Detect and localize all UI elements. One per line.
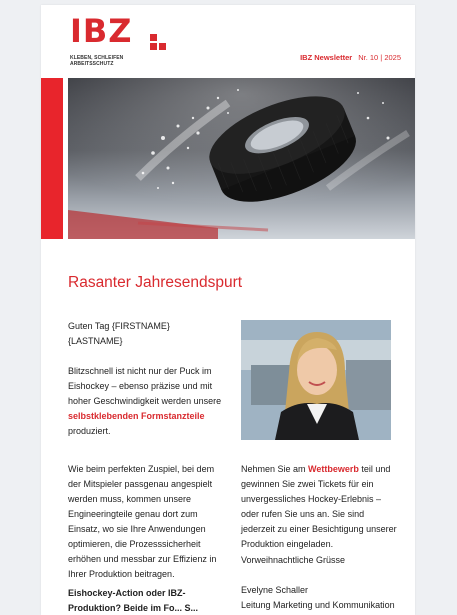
contest-paragraph <box>241 462 399 552</box>
newsletter-label: IBZ Newsletter <box>300 53 353 62</box>
intro-paragraph <box>68 364 226 439</box>
subheading <box>68 586 226 615</box>
issue-number: Nr. 10 | 2025 <box>358 53 401 62</box>
hero-accent-bar <box>41 78 63 239</box>
ibz-logo[interactable] <box>70 12 165 67</box>
article-headline: Rasanter Jahresendspurt <box>68 274 243 291</box>
logo-square <box>159 43 166 50</box>
contest-text: Nehmen Sie am <box>241 464 309 474</box>
person-photo <box>241 320 391 440</box>
subheading-line-2: Produktion? Beide im Fo... S... <box>68 603 199 613</box>
logo-square <box>150 34 157 41</box>
closing-greeting: Vorweihnachtliche Grüsse <box>241 555 346 565</box>
hockey-puck-illustration <box>68 78 415 239</box>
logo-tagline-line-1: KLEBEN, SCHLEIFEN <box>70 55 124 61</box>
logo-tagline <box>70 55 165 67</box>
logo-wordmark: IBZ <box>70 12 133 50</box>
intro-text-end: produziert. <box>68 426 111 436</box>
newsletter-issue-info <box>300 53 401 62</box>
hero-image <box>68 78 415 239</box>
contest-text-end: teil und gewinnen Sie zwei Tickets für ein unvergessliches Hockey-Erlebnis – oder rufen Sie uns an. Sie sind jederzeit zu einer Besichtigung unserer Produktion eingeladen. <box>241 464 397 549</box>
wettbewerb-link[interactable]: Wettbewerb <box>308 464 359 474</box>
body-paragraph: Wie beim perfekten Zuspiel, bei dem der Mitspieler passgenau angespielt werden muss, kommen unsere Engineeringteile genau dort zum Einsatz, wo sie Ihre Anwendungen optimieren, die Prozesssicherheit erhöhen und messbar zur Effizienz in Ihrer Produktion beitragen. <box>68 464 217 579</box>
signer-title: Leitung Marketing und Kommunikation <box>241 600 395 610</box>
formstanzteile-link[interactable]: selbstklebenden Formstanzteile <box>68 411 205 421</box>
greeting: Guten Tag {FIRSTNAME} {LASTNAME} <box>68 321 170 346</box>
signer-name: Evelyne Schaller <box>241 585 309 595</box>
subheading-line-1: Eishockey-Action oder IBZ- <box>68 588 186 598</box>
contact-portrait <box>241 320 391 440</box>
intro-text: Blitzschnell ist nicht nur der Puck im Eishockey – ebenso präzise und mit hoher Geschwindigkeit werden unsere <box>68 366 222 406</box>
logo-tagline-line-2: ARBEITSSCHUTZ <box>70 61 114 67</box>
logo-square <box>150 43 157 50</box>
newsletter-card <box>41 5 415 615</box>
